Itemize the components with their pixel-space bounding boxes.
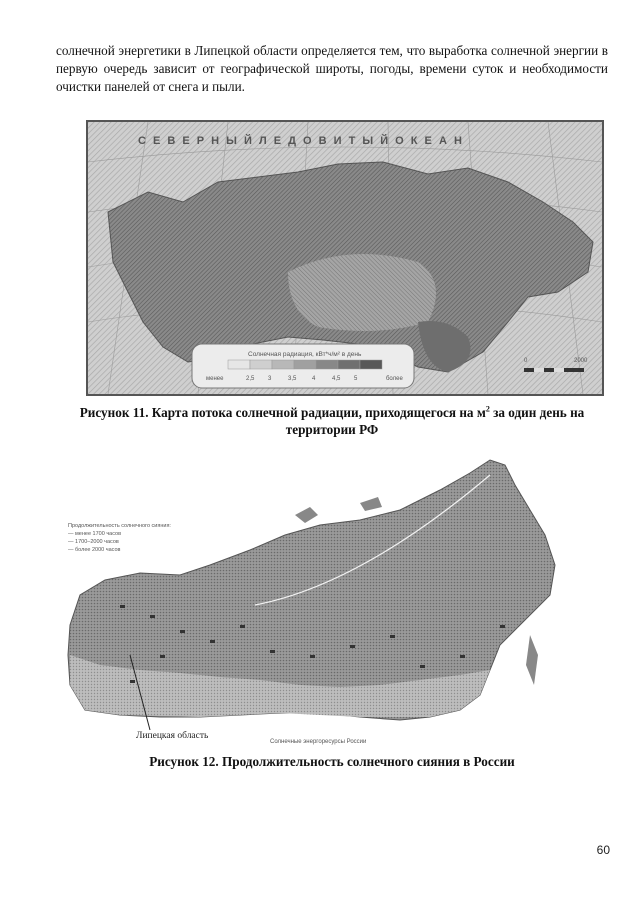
legend-line-2: — менее 1700 часов	[68, 531, 122, 537]
caption-superscript: 2	[485, 404, 490, 414]
legend-value-5: 4,5	[332, 376, 341, 382]
scale-min: 0	[524, 358, 528, 364]
legend-line-3: — 1700–2000 часов	[68, 539, 119, 545]
paragraph-line-1: солнечной энергетики в Липецкой области определяется тем, что выработка солнечной	[56, 43, 550, 58]
sunshine-duration-map-graphic	[60, 455, 560, 745]
legend-value-2: 3	[268, 376, 272, 382]
figure-12-caption: Рисунок 12. Продолжительность солнечного сияния в России	[149, 754, 515, 769]
ocean-label: С Е В Е Р Н Ы Й Л Е Д О В И Т Ы Й О К Е А Н	[138, 135, 464, 147]
legend-value-6: 5	[354, 376, 358, 382]
sunshine-legend	[68, 523, 171, 553]
paragraph-line-3: необходимости очистки панелей от снега и пыли.	[56, 61, 608, 94]
legend-line-4: — более 2000 часов	[68, 547, 121, 553]
legend-line-1: Продолжительность солнечного сияния:	[68, 523, 171, 529]
page-number: 60	[596, 843, 610, 857]
solar-radiation-map-graphic	[88, 122, 602, 394]
legend-title: Солнечная радиация, кВт*ч/м² в день	[248, 351, 362, 358]
sunshine-duration-map	[60, 455, 560, 745]
legend-value-3: 3,5	[288, 376, 297, 382]
body-paragraph	[56, 42, 608, 96]
figure-11-caption: Рисунок 11. Карта потока солнечной радиации, приходящегося на $м^2$ за один день на территории РФ	[79, 404, 585, 437]
legend-less: менее	[206, 376, 224, 382]
legend-value-1: 2,5	[246, 376, 255, 382]
lipetsk-label: Липецкая область	[136, 731, 209, 741]
radiation-legend	[192, 344, 414, 388]
map-title: Солнечные энергоресурсы России	[270, 739, 367, 745]
scale-max: 2000	[574, 358, 588, 364]
legend-more: более	[386, 376, 403, 382]
legend-value-4: 4	[312, 376, 316, 382]
paragraph-line-2: энергии в первую очередь зависит от географической широты, погоды, времени суток и	[56, 43, 608, 76]
solar-radiation-map	[86, 120, 604, 396]
